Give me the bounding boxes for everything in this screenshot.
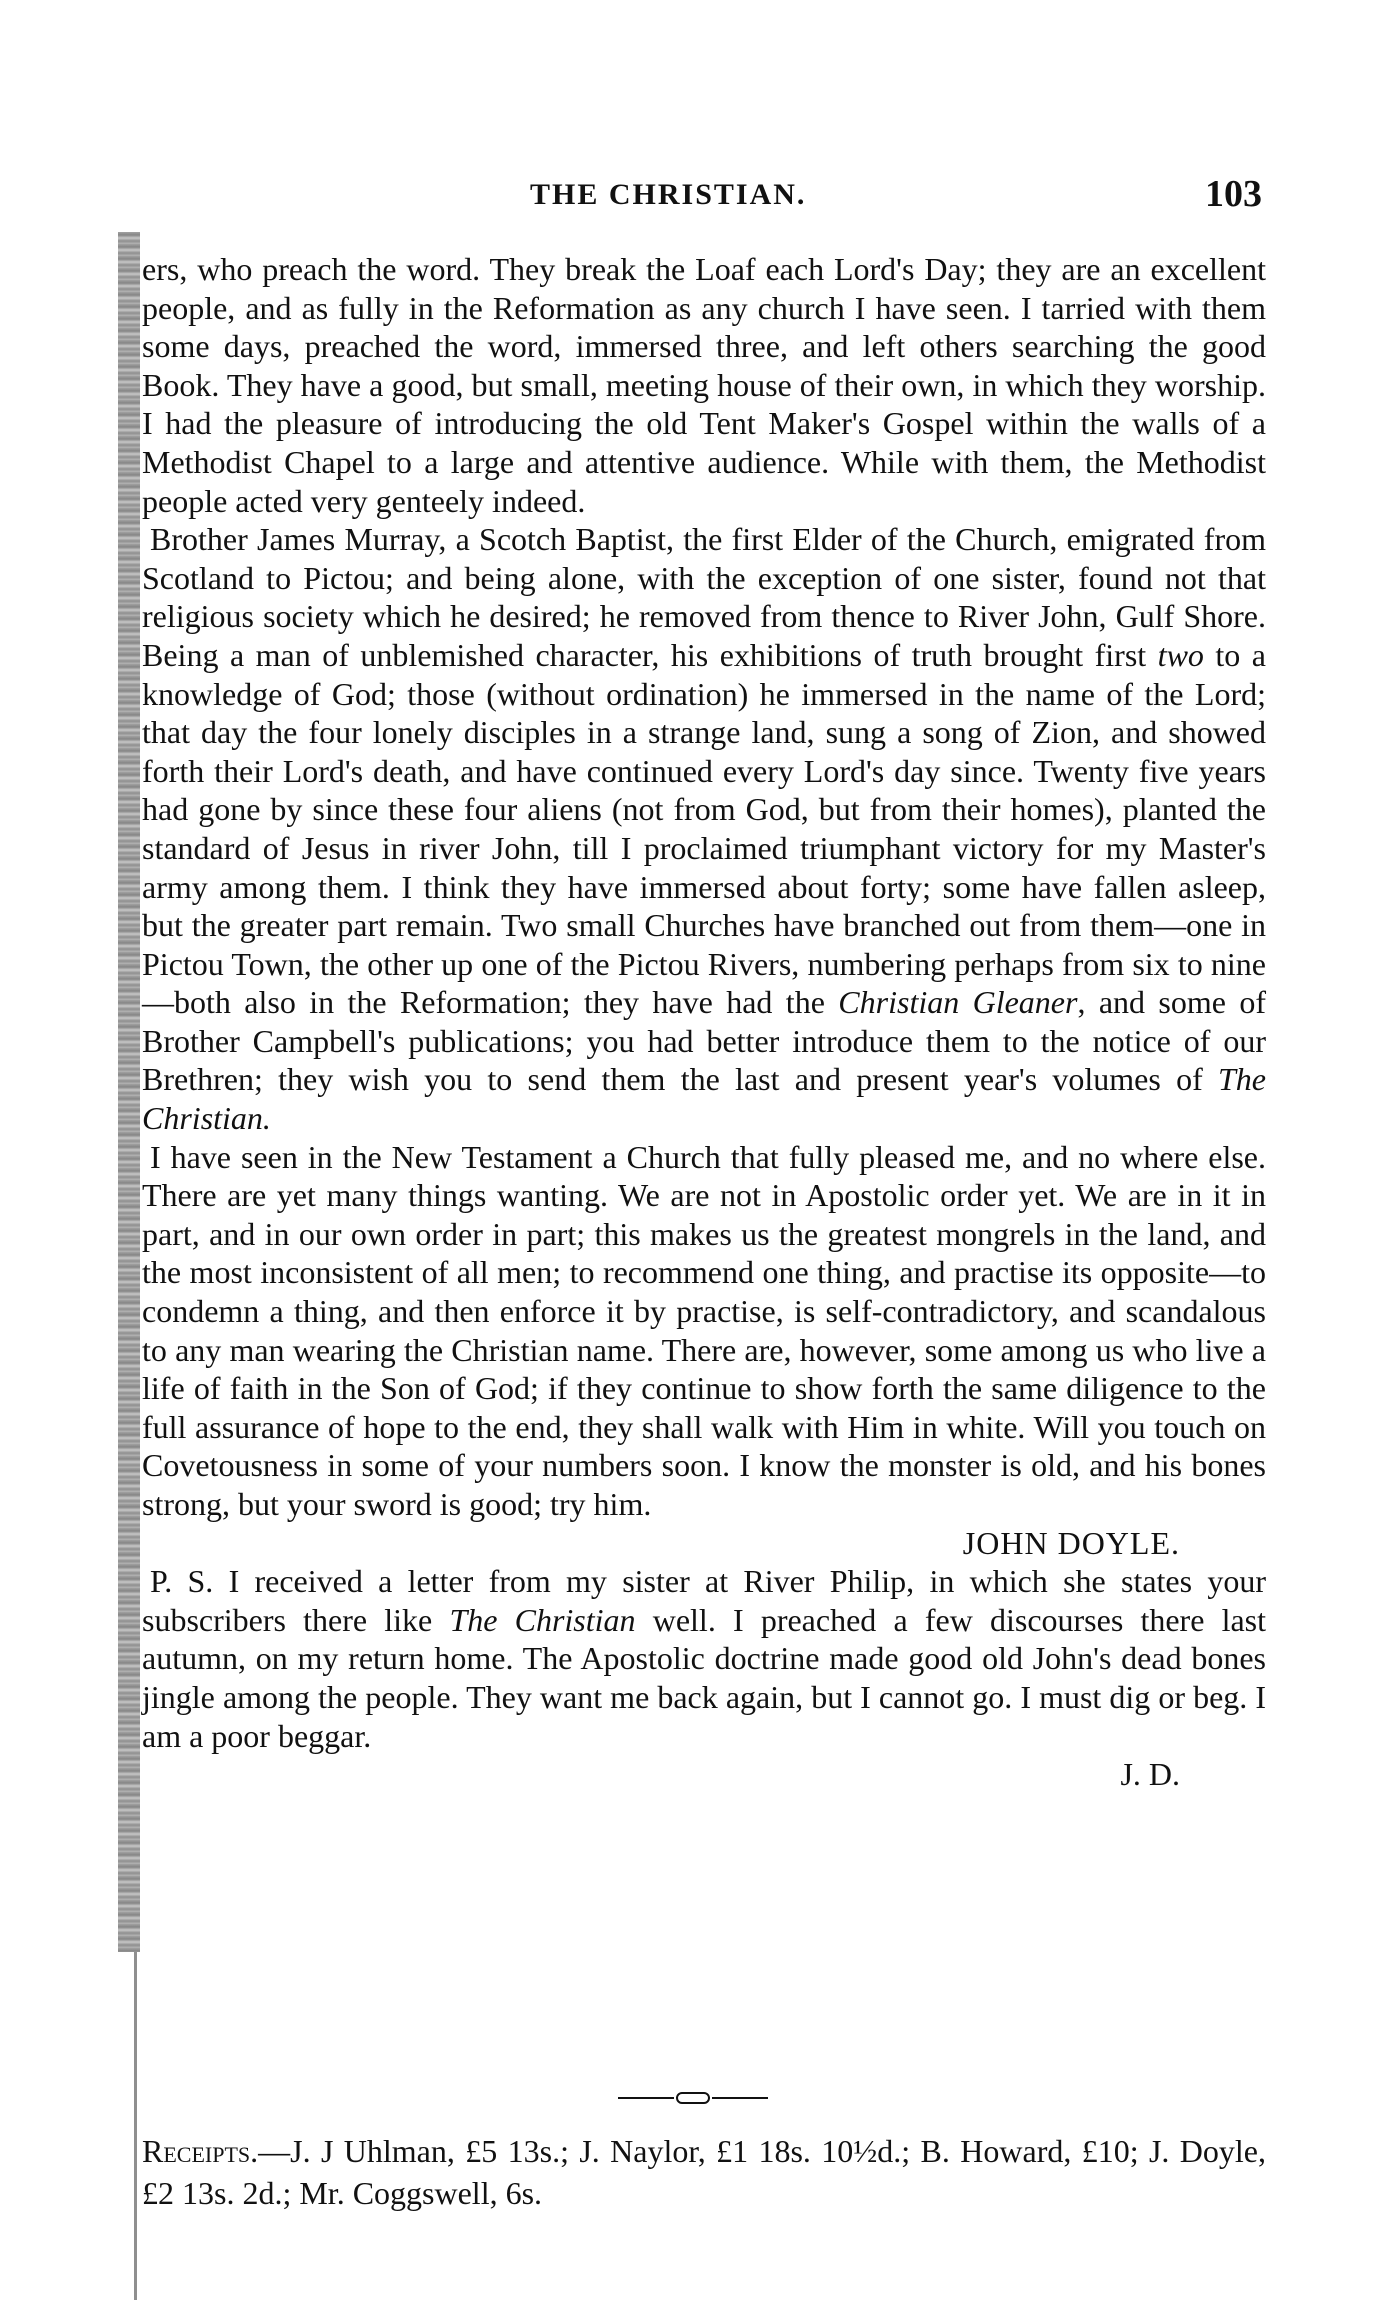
paragraph-1 (142, 250, 1266, 520)
ornament-rule-right (712, 2097, 768, 2099)
running-title: THE CHRISTIAN. (530, 178, 807, 211)
text-segment: P. S. I received a letter from my sister at River Philip, in which she states your subscribers there like (142, 1563, 1266, 1638)
paragraph-3 (142, 1138, 1266, 1524)
italic-text-segment: Christian Gleaner (838, 984, 1078, 1021)
italic-text-segment: The Christian. (142, 1061, 1266, 1137)
receipts-label: Receipts. (142, 2133, 259, 2169)
italic-text-segment: The Christian (449, 1601, 636, 1638)
ornament-rule-left (618, 2097, 674, 2099)
text-segment: Brother James Murray, a Scotch Baptist, the first Elder of the Church, emigrated from Scotland to Pictou; and being alone, with the exception of one sister, found not that religious society which he desired; he removed from thence to River John, Gulf Shore. Being a man of unblemished character, his exhibitions of truth brought first (142, 521, 1266, 673)
paragraph-2 (142, 520, 1266, 1138)
binding-gutter-shadow (118, 232, 140, 1952)
text-segment: to a knowledge of God; those (without ordination) he immersed in the name of the Lord; that day the four lonely disciples in a strange land, sung a song of Zion, and showed forth their Lord's death, and have continued every Lord's day since. Twenty five years had gone by since these four aliens (not from God, but from their homes), planted the standard of Jesus in river John, till I proclaimed triumphant victory for my Master's army among them. I think they have immersed about forty; some have fallen asleep, but the greater part remain. Two small Churches have branched out from them—one in Pictou Town, the other up one of the Pictou Rivers, numbering perhaps from six to nine—both also in the Reformation; they have had the (142, 636, 1267, 1021)
text-segment: well. I preached a few discourses there last autumn, on my return home. The Apostolic doctrine made good old John's dead bones jingle among the people. They want me back again, but I cannot go. I must dig or beg. I am a poor beggar. (142, 1601, 1267, 1754)
page-header (150, 172, 1268, 222)
article-body (142, 250, 1266, 1794)
postscript (142, 1562, 1266, 1755)
binding-gutter-edge (134, 1952, 137, 2300)
text-segment: I have seen in the New Testament a Church that fully pleased me, and no where else. There are yet many things wanting. We are not in Apostolic order yet. We are in it in part, and in our own order in part; this makes us the greatest mongrels in the land, and the most inconsistent of all men; to recommend one thing, and practise its opposite—to condemn a thing, and then enforce it by practise, is self-contradictory, and scandalous to any man wearing the Christian name. There are, however, some among us who live a life of faith in the Son of God; if they continue to show forth the same diligence to the full assurance of hope to the end, they shall walk with Him in white. Will you touch on Covetousness in some of your numbers soon. I know the monster is old, and his bones strong, but your sword is good; try him. (142, 1138, 1266, 1522)
receipts-text: —J. J Uhlman, £5 13s.; J. Naylor, £1 18s. 10½d.; B. Howard, £10; J. Doyle, £2 13s. 2d.; Mr. Coggswell, 6s. (142, 2133, 1266, 2211)
section-divider-ornament (618, 2092, 768, 2104)
initials: J. D. (1120, 1756, 1180, 1793)
page-number: 103 (1205, 173, 1262, 215)
signature: JOHN DOYLE. (962, 1524, 1180, 1561)
italic-text-segment: two (1157, 636, 1204, 673)
text-segment: , and some of Brother Campbell's publications; you had better introduce them to the notice of our Brethren; they wish you to send them the last and present year's volumes of (142, 984, 1267, 1098)
ornament-knot (676, 2092, 710, 2104)
text-segment: ers, who preach the word. They break the Loaf each Lord's Day; they are an excellent people, and as fully in the Reformation as any church I have seen. I tarried with them some days, preached the word, immersed three, and left others searching the good Book. They have a good, but small, meeting house of their own, in which they worship. I had the pleasure of introducing the old Tent Maker's Gospel within the walls of a Methodist Chapel to a large and attentive audience. While with them, the Methodist people acted very genteely indeed. (142, 251, 1266, 519)
receipts-notice (142, 2130, 1266, 2214)
